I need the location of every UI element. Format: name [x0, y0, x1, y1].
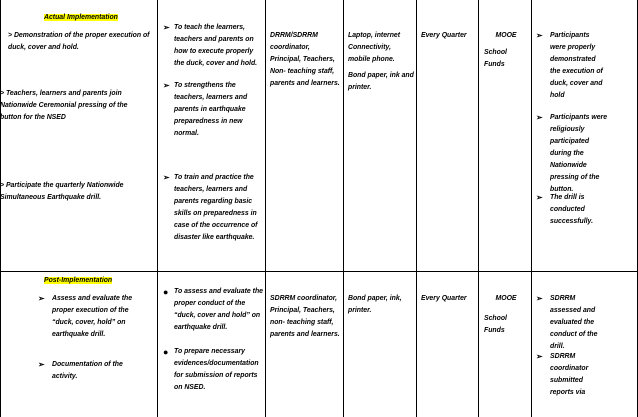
outcome-item: Participants were religiously participated during the Nationwide pressing of the button.	[550, 114, 608, 193]
arrow-bullet-icon: ➢	[163, 81, 170, 90]
persons-involved: SDRRM coordinator, Principal, Teachers, non- teaching staff, parents and learners.	[270, 295, 340, 338]
activity-item: > Teachers, learners and parents join Nationwide Ceremonial pressing of the button for the NSED	[0, 90, 128, 121]
row-divider	[0, 271, 638, 272]
column-divider	[478, 0, 479, 417]
activity-item: > Participate the quarterly Nationwide Simultaneous Earthquake drill.	[0, 182, 124, 201]
objective-item: To prepare necessary evidences/documentation for submission of reports on NSED.	[174, 348, 259, 391]
outcome-item: SDRRM coordinator submitted reports via	[550, 353, 589, 396]
persons-involved: DRRM/SDRRM coordinator, Principal, Teachers, Non- teaching staff, parents and learners.	[270, 32, 340, 87]
activity-item: Documentation of the activity.	[52, 361, 123, 380]
arrow-bullet-icon: ➢	[38, 294, 45, 303]
arrow-bullet-icon: ➢	[38, 360, 45, 369]
phase-label	[44, 12, 118, 24]
funds-item: School Funds	[484, 49, 507, 68]
time-frame: Every Quarter	[421, 32, 467, 39]
column-divider	[416, 0, 417, 417]
phase-actual-implementation: Actual Implementation	[44, 14, 118, 21]
arrow-bullet-icon: ➢	[163, 23, 170, 32]
column-divider	[157, 0, 158, 417]
objective-item: To train and practice the teachers, learners and parents regarding basic skills on preparedness in case of the occurrence of disaster like earthquake.	[174, 174, 258, 241]
table-border-left	[0, 0, 1, 417]
column-divider	[343, 0, 344, 417]
activity-item: Assess and evaluate the proper execution of the “duck, cover, hold” on earthquake drill.	[52, 295, 133, 338]
outcome-item: Participants were properly demonstrated the execution of duck, cover and hold	[550, 32, 603, 99]
arrow-bullet-icon: ➢	[536, 31, 543, 40]
bullet-icon: ●	[163, 347, 169, 357]
bullet-icon: ●	[163, 287, 169, 297]
funds-item: MOOE	[495, 295, 517, 302]
phase-label	[44, 275, 112, 287]
funds-item: MOOE	[495, 32, 517, 39]
arrow-bullet-icon: ➢	[536, 113, 543, 122]
arrow-bullet-icon: ➢	[536, 294, 543, 303]
funds-item: School Funds	[484, 315, 507, 334]
resources-item: Laptop, internet Connectivity, mobile phone.	[348, 32, 401, 63]
outcome-item: SDRRM assessed and evaluated the conduct of the drill.	[550, 295, 598, 350]
resources-item: Bond paper, ink and printer.	[348, 72, 414, 91]
column-divider	[531, 0, 532, 417]
column-divider	[265, 0, 266, 417]
activity-item: > Demonstration of the proper execution of duck, cover and hold.	[8, 32, 150, 51]
time-frame: Every Quarter	[421, 295, 467, 302]
objective-item: To teach the learners, teachers and parents on how to execute properly the duck, cover and hold.	[174, 24, 258, 67]
arrow-bullet-icon: ➢	[163, 173, 170, 182]
outcome-item: The drill is conducted successfully.	[550, 194, 594, 225]
objective-item: To strengthens the teachers, learners and parents in earthquake preparedness in new normal.	[174, 82, 248, 137]
phase-post-implementation: Post-Implementation	[44, 277, 113, 284]
objective-item: To assess and evaluate the proper conduct of the “duck, cover and hold” on earthquake drill.	[174, 288, 263, 331]
arrow-bullet-icon: ➢	[536, 193, 543, 202]
arrow-bullet-icon: ➢	[536, 352, 543, 361]
resources-item: Bond paper, ink, printer.	[348, 295, 402, 314]
